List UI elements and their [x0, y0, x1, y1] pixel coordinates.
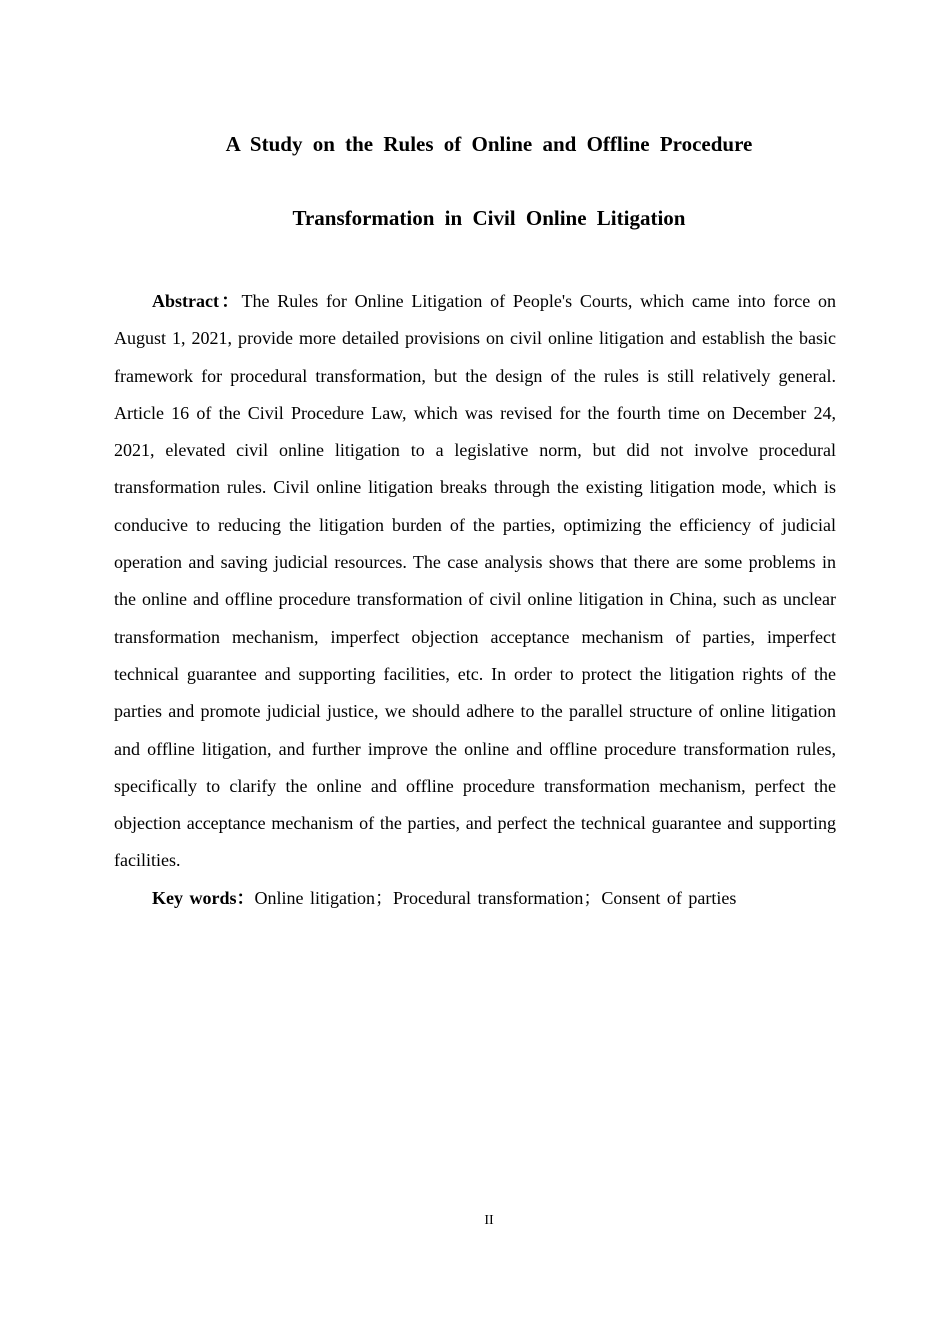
abstract-section — [114, 283, 836, 917]
abstract-label: Abstract： — [152, 291, 242, 311]
keywords-paragraph — [114, 880, 836, 917]
title-block — [0, 126, 950, 274]
title-line-1: A Study on the Rules of Online and Offline Procedure — [225, 132, 753, 156]
abstract-text: The Rules for Online Litigation of People's Courts, which came into force on August 1, 2021, provide more detailed provisions on civil online litigation and establish the basic framework for procedural transformation, but the design of the rules is still relatively general. Article 16 of the Civil Procedure Law, which was revised for the fourth time on December 24, 2021, elevated civil online litigation to a legislative norm, but did not involve procedural transformation rules. Civil online litigation breaks through the existing litigation mode, which is conducive to reducing the litigation burden of the parties, optimizing the efficiency of judicial operation and saving judicial resources. The case analysis shows that there are some problems in the online and offline procedure transformation of civil online litigation in China, such as unclear transformation mechanism, imperfect objection acceptance mechanism of parties, imperfect technical guarantee and supporting facilities, etc. In order to protect the litigation rights of the parties and promote judicial justice, we should adhere to the parallel structure of online litigation and offline litigation, and further improve the online and offline procedure transformation rules, specifically to clarify the online and offline procedure transformation mechanism, perfect the objection acceptance mechanism of the parties, and perfect the technical guarantee and supporting facilities. — [114, 291, 836, 871]
abstract-paragraph — [114, 283, 836, 880]
keywords-text: Online litigation；Procedural transformation；Consent of parties — [254, 887, 737, 908]
keywords-label: Key words： — [152, 887, 255, 908]
title-line-2: Transformation in Civil Online Litigation — [292, 206, 686, 230]
page-number: II — [484, 1213, 494, 1228]
